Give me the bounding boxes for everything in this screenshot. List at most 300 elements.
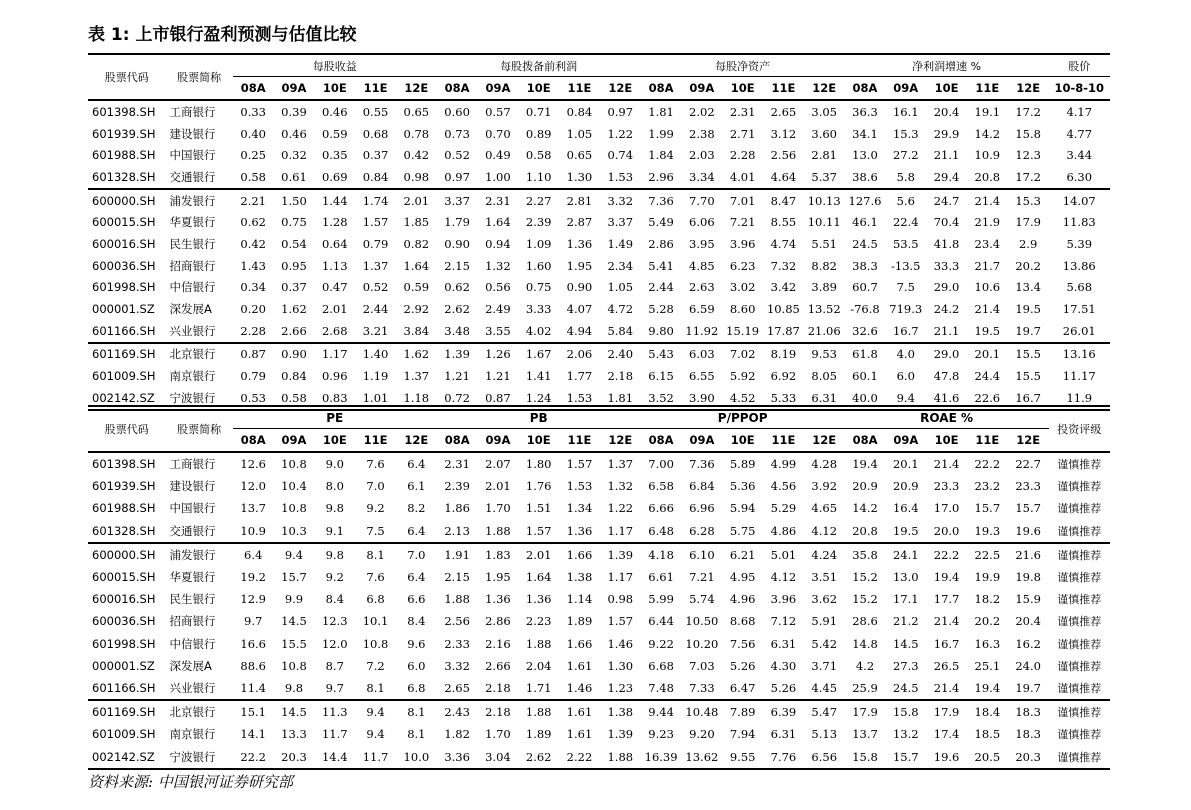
value-cell: 1.37	[362, 258, 389, 273]
value-cell: 2.44	[648, 280, 674, 295]
value-cell: 8.05	[811, 369, 837, 384]
value-cell: 22.5	[967, 543, 1008, 566]
value-cell: 9.4	[355, 700, 396, 723]
valuation-table	[88, 405, 1110, 770]
value-cell: 61.8	[845, 343, 886, 366]
value-cell: 38.3	[852, 258, 878, 273]
stock-name: 交通银行	[169, 169, 216, 184]
value-cell: 0.39	[274, 100, 315, 123]
value-cell: 11.7	[355, 745, 396, 768]
value-cell: 1.37	[600, 452, 641, 475]
value-cell: 4.30	[770, 658, 797, 673]
value-cell: 7.6	[355, 452, 396, 475]
table-row	[88, 343, 1110, 366]
value-cell: 1.30	[607, 658, 634, 673]
value-cell: 11.92	[685, 323, 719, 338]
header-year: 09A	[485, 81, 511, 95]
value-cell: 6.66	[648, 501, 674, 516]
value-cell: 0.58	[274, 387, 315, 410]
value-cell: 20.2	[1015, 258, 1041, 273]
stock-code: 601939.SH	[92, 126, 156, 141]
value-cell: 19.5	[892, 523, 919, 538]
value-cell: 1.37	[403, 369, 430, 384]
value-cell: 1.39	[607, 727, 634, 742]
stock-name: 民生银行	[169, 236, 216, 251]
value-cell: 8.4	[325, 592, 344, 607]
header-year: 11E	[975, 433, 1000, 447]
rating: 谨慎推荐	[1057, 659, 1102, 673]
value-cell: 13.2	[892, 727, 919, 742]
value-cell: 3.55	[485, 323, 511, 338]
value-cell: 5.13	[811, 727, 838, 742]
value-cell: 19.4	[933, 570, 960, 585]
table-row	[88, 588, 1110, 610]
value-cell: 3.37	[437, 189, 478, 212]
table-row	[88, 320, 1110, 343]
value-cell: 34.1	[852, 126, 878, 141]
value-cell: 21.2	[892, 614, 919, 629]
value-cell: 1.46	[566, 680, 593, 695]
value-cell: 5.33	[763, 387, 804, 410]
value-cell: 1.43	[240, 258, 266, 273]
value-cell: 1.57	[559, 452, 600, 475]
value-cell: 12.6	[233, 452, 274, 475]
header-row-years	[88, 77, 1110, 101]
value-cell: 6.0	[407, 658, 426, 673]
value-cell: 21.1	[933, 148, 960, 163]
stock-code: 600015.SH	[92, 570, 156, 585]
value-cell: 20.2	[974, 614, 1001, 629]
value-cell: 3.33	[525, 302, 552, 317]
table-row	[88, 452, 1110, 475]
value-cell: 5.42	[811, 636, 838, 651]
value-cell: 1.53	[566, 479, 593, 494]
value-cell: 2.28	[729, 148, 756, 163]
value-cell: 21.6	[1008, 543, 1049, 566]
value-cell: 5.68	[1066, 280, 1093, 295]
stock-name: 北京银行	[166, 343, 233, 366]
value-cell: 19.6	[926, 745, 967, 768]
value-cell: 7.21	[729, 215, 756, 230]
value-cell: 3.92	[811, 479, 838, 494]
value-cell: 18.4	[967, 700, 1008, 723]
value-cell: 0.25	[240, 148, 266, 163]
value-cell: 1.61	[566, 727, 593, 742]
stock-code: 600000.SH	[88, 189, 166, 212]
value-cell: 2.01	[321, 302, 348, 317]
header-year: 10E	[322, 81, 347, 95]
value-cell: 0.82	[403, 236, 430, 251]
value-cell: 16.7	[892, 323, 919, 338]
value-cell: 15.2	[852, 570, 878, 585]
value-cell: 4.94	[566, 323, 593, 338]
value-cell: 0.62	[240, 215, 266, 230]
value-cell: 1.50	[274, 189, 315, 212]
rating: 谨慎推荐	[1057, 637, 1102, 651]
value-cell: 70.4	[933, 215, 960, 230]
value-cell: 1.79	[444, 215, 470, 230]
value-cell: 20.8	[974, 169, 1001, 184]
value-cell: 3.02	[729, 280, 756, 295]
value-cell: 13.52	[807, 302, 841, 317]
value-cell: 1.64	[485, 215, 511, 230]
value-cell: 19.7	[1015, 680, 1041, 695]
value-cell: 9.55	[722, 745, 763, 768]
value-cell: 10.1	[362, 614, 389, 629]
table-row	[88, 166, 1110, 189]
value-cell: 2.39	[444, 479, 470, 494]
value-cell: 7.70	[681, 189, 722, 212]
value-cell: 1.38	[600, 700, 641, 723]
value-cell: 1.13	[321, 258, 348, 273]
value-cell: 9.2	[366, 501, 385, 516]
stock-code: 601328.SH	[92, 523, 156, 538]
value-cell: 5.26	[770, 680, 797, 695]
value-cell: 21.7	[974, 258, 1001, 273]
value-cell: 1.51	[525, 501, 552, 516]
value-cell: 2.34	[607, 258, 634, 273]
value-cell: 1.17	[607, 523, 634, 538]
header-group: 净利润增速 %	[845, 54, 1049, 77]
value-cell: 4.18	[641, 543, 682, 566]
value-cell: 10.13	[804, 189, 845, 212]
value-cell: 5.75	[729, 523, 756, 538]
value-cell: 14.07	[1049, 189, 1110, 212]
value-cell: 2.31	[722, 100, 763, 123]
value-cell: 9.4	[885, 387, 926, 410]
table-row	[88, 497, 1110, 519]
value-cell: 3.34	[689, 169, 715, 184]
value-cell: 0.62	[444, 280, 470, 295]
value-cell: 15.19	[726, 323, 760, 338]
value-cell: 6.10	[682, 543, 723, 566]
value-cell: 0.98	[607, 592, 634, 607]
value-cell: 0.59	[321, 126, 348, 141]
value-cell: 0.87	[233, 343, 274, 366]
value-cell: 8.47	[763, 189, 804, 212]
value-cell: 15.2	[852, 592, 878, 607]
value-cell: 17.2	[1015, 169, 1041, 184]
value-cell: 7.0	[366, 479, 385, 494]
value-cell: 10.4	[281, 479, 307, 494]
value-cell: 0.71	[518, 100, 559, 123]
value-cell: 1.38	[566, 570, 593, 585]
value-cell: 3.48	[444, 323, 470, 338]
stock-name: 中国银行	[169, 501, 216, 516]
value-cell: 13.0	[852, 148, 878, 163]
value-cell: 0.94	[485, 236, 511, 251]
value-cell: 19.9	[974, 570, 1001, 585]
value-cell: 3.96	[770, 592, 797, 607]
value-cell: 5.8	[896, 169, 915, 184]
value-cell: 10.0	[396, 745, 437, 768]
value-cell: 11.7	[321, 727, 348, 742]
table-row	[88, 475, 1110, 497]
value-cell: 11.17	[1062, 369, 1096, 384]
value-cell: 5.94	[729, 501, 756, 516]
value-cell: 12.9	[240, 592, 266, 607]
rating: 谨慎推荐	[1049, 543, 1110, 566]
header-year: 12E	[812, 433, 837, 447]
value-cell: 0.79	[240, 369, 266, 384]
value-cell: 12.0	[240, 479, 266, 494]
value-cell: 1.74	[355, 189, 396, 212]
stock-code: 601166.SH	[92, 680, 156, 695]
value-cell: 14.5	[281, 614, 307, 629]
value-cell: 6.4	[407, 523, 426, 538]
value-cell: 29.4	[933, 169, 960, 184]
value-cell: 20.3	[1008, 745, 1049, 768]
value-cell: 1.76	[525, 479, 552, 494]
value-cell: 3.51	[811, 570, 838, 585]
stock-name: 深发展A	[169, 302, 212, 317]
value-cell: 35.8	[845, 543, 886, 566]
table-row	[88, 677, 1110, 700]
value-cell: 1.83	[478, 543, 519, 566]
value-cell: 0.47	[321, 280, 348, 295]
value-cell: 47.8	[933, 369, 960, 384]
value-cell: 0.58	[525, 148, 552, 163]
value-cell: 5.28	[648, 302, 674, 317]
value-cell: 2.63	[689, 280, 715, 295]
value-cell: 1.30	[566, 169, 593, 184]
header-year: 08A	[648, 81, 674, 95]
value-cell: 3.05	[804, 100, 845, 123]
value-cell: 20.1	[967, 343, 1008, 366]
value-cell: 1.57	[525, 523, 552, 538]
value-cell: 7.5	[896, 280, 915, 295]
value-cell: 17.9	[845, 700, 886, 723]
value-cell: 0.42	[240, 236, 266, 251]
value-cell: 8.68	[729, 614, 756, 629]
value-cell: 17.7	[933, 592, 960, 607]
stock-name: 兴业银行	[169, 323, 216, 338]
value-cell: 2.31	[478, 189, 519, 212]
value-cell: 1.24	[518, 387, 559, 410]
table-row	[88, 211, 1110, 233]
value-cell: 4.56	[770, 479, 797, 494]
stock-code: 600000.SH	[88, 543, 166, 566]
value-cell: 0.33	[233, 100, 274, 123]
value-cell: 8.2	[407, 501, 426, 516]
value-cell: 0.84	[362, 169, 389, 184]
value-cell: 17.0	[933, 501, 960, 516]
source-note: 资料来源: 中国银河证券研究部	[88, 773, 293, 791]
value-cell: 5.29	[770, 501, 797, 516]
value-cell: 1.66	[566, 636, 593, 651]
value-cell: 11.9	[1049, 387, 1110, 410]
header-year: 11E	[363, 81, 388, 95]
value-cell: 10.11	[807, 215, 841, 230]
value-cell: 19.1	[967, 100, 1008, 123]
value-cell: 15.8	[845, 745, 886, 768]
value-cell: 9.4	[366, 727, 385, 742]
header-group-last: 投资评级	[1049, 406, 1110, 452]
header-group: PE	[233, 406, 437, 429]
header-group: PB	[437, 406, 641, 429]
value-cell: 2.62	[444, 302, 470, 317]
value-cell: 11.3	[314, 700, 355, 723]
value-cell: 17.87	[766, 323, 800, 338]
value-cell: 20.5	[967, 745, 1008, 768]
value-cell: 2.01	[485, 479, 511, 494]
value-cell: 5.92	[729, 369, 756, 384]
header-year: 09A	[893, 81, 919, 95]
value-cell: 1.39	[437, 343, 478, 366]
value-cell: 1.44	[314, 189, 355, 212]
value-cell: 0.75	[525, 280, 552, 295]
stock-code: 600036.SH	[92, 258, 156, 273]
value-cell: 1.95	[485, 570, 511, 585]
value-cell: 0.37	[362, 148, 389, 163]
value-cell: 2.18	[478, 700, 519, 723]
value-cell: 6.23	[729, 258, 756, 273]
value-cell: 0.37	[281, 280, 307, 295]
value-cell: 17.51	[1062, 302, 1096, 317]
value-cell: 2.9	[1018, 236, 1038, 251]
stock-name: 工商银行	[166, 100, 233, 123]
value-cell: 13.62	[682, 745, 723, 768]
value-cell: 4.64	[770, 169, 797, 184]
value-cell: 1.18	[396, 387, 437, 410]
value-cell: 1.89	[525, 727, 552, 742]
header-year: 08A	[444, 81, 470, 95]
value-cell: 20.9	[892, 479, 919, 494]
value-cell: 10.8	[281, 501, 307, 516]
value-cell: 1.81	[600, 387, 641, 410]
value-cell: 9.8	[284, 680, 304, 695]
value-cell: 9.4	[274, 543, 315, 566]
value-cell: 7.36	[641, 189, 682, 212]
value-cell: 5.49	[648, 215, 674, 230]
header-year: 11E	[975, 81, 1000, 95]
value-cell: 41.6	[926, 387, 967, 410]
value-cell: 10.6	[974, 280, 1001, 295]
value-cell: 14.4	[314, 745, 355, 768]
value-cell: 10.20	[685, 636, 719, 651]
value-cell: 4.77	[1066, 126, 1093, 141]
table-row	[88, 233, 1110, 255]
value-cell: 7.32	[770, 258, 797, 273]
value-cell: 13.0	[892, 570, 919, 585]
value-cell: 16.7	[1008, 387, 1049, 410]
value-cell: 5.91	[811, 614, 838, 629]
value-cell: 2.40	[600, 343, 641, 366]
value-cell: 2.81	[559, 189, 600, 212]
stock-code: 002142.SZ	[88, 745, 166, 768]
value-cell: 24.2	[933, 302, 960, 317]
value-cell: 60.1	[852, 369, 878, 384]
value-cell: 9.7	[244, 614, 263, 629]
header-year: 10E	[934, 433, 959, 447]
value-cell: 6.58	[648, 479, 674, 494]
value-cell: 1.67	[518, 343, 559, 366]
value-cell: 6.68	[648, 658, 674, 673]
value-cell: 6.96	[689, 501, 715, 516]
value-cell: 1.84	[648, 148, 674, 163]
header-year: 10-8-10	[1054, 81, 1105, 95]
value-cell: 1.88	[525, 636, 552, 651]
header-group-last: 股价	[1049, 54, 1110, 77]
value-cell: 17.9	[1015, 215, 1041, 230]
header-year: 09A	[893, 433, 919, 447]
value-cell: 17.2	[1008, 100, 1049, 123]
value-cell: 15.7	[281, 570, 307, 585]
stock-code: 601398.SH	[88, 100, 166, 123]
value-cell: 0.90	[444, 236, 470, 251]
value-cell: 38.6	[852, 169, 878, 184]
value-cell: 23.3	[1015, 479, 1041, 494]
value-cell: 22.4	[892, 215, 919, 230]
value-cell: 4.2	[855, 658, 875, 673]
value-cell: 7.2	[366, 658, 385, 673]
value-cell: 1.32	[485, 258, 511, 273]
value-cell: 8.55	[770, 215, 797, 230]
value-cell: 9.2	[325, 570, 344, 585]
value-cell: 0.72	[437, 387, 478, 410]
value-cell: 14.1	[240, 727, 266, 742]
value-cell: 9.20	[689, 727, 715, 742]
header-year: 12E	[608, 433, 633, 447]
value-cell: 0.42	[403, 148, 430, 163]
value-cell: 6.8	[407, 680, 426, 695]
value-cell: 1.46	[607, 636, 634, 651]
value-cell: 88.6	[240, 658, 266, 673]
value-cell: 6.4	[396, 452, 437, 475]
value-cell: 19.2	[240, 570, 266, 585]
value-cell: 0.90	[566, 280, 593, 295]
value-cell: 20.9	[852, 479, 878, 494]
stock-name: 兴业银行	[169, 680, 216, 695]
value-cell: 7.36	[682, 452, 723, 475]
value-cell: 7.76	[763, 745, 804, 768]
value-cell: 7.00	[641, 452, 682, 475]
value-cell: 2.71	[729, 126, 756, 141]
value-cell: 0.52	[362, 280, 389, 295]
value-cell: 5.89	[722, 452, 763, 475]
value-cell: 4.28	[804, 452, 845, 475]
rating: 谨慎推荐	[1057, 502, 1102, 516]
rating: 谨慎推荐	[1049, 452, 1110, 475]
table-row	[88, 543, 1110, 566]
value-cell: 1.60	[525, 258, 552, 273]
table-row	[88, 655, 1110, 677]
value-cell: 0.97	[444, 169, 470, 184]
stock-code: 600016.SH	[92, 592, 156, 607]
table-row	[88, 700, 1110, 723]
value-cell: 29.0	[926, 343, 967, 366]
value-cell: 5.39	[1066, 236, 1093, 251]
value-cell: 2.02	[681, 100, 722, 123]
value-cell: 8.0	[325, 479, 344, 494]
value-cell: 16.4	[892, 501, 919, 516]
value-cell: 6.21	[722, 543, 763, 566]
value-cell: 2.62	[518, 745, 559, 768]
value-cell: 2.56	[770, 148, 797, 163]
value-cell: 7.33	[689, 680, 715, 695]
stock-code: 601169.SH	[88, 343, 166, 366]
value-cell: 19.4	[974, 680, 1001, 695]
value-cell: 0.83	[314, 387, 355, 410]
value-cell: 14.2	[852, 501, 878, 516]
header-group: P/PPOP	[641, 406, 845, 429]
value-cell: 7.21	[689, 570, 715, 585]
value-cell: 2.15	[444, 258, 470, 273]
value-cell: 12.3	[1015, 148, 1041, 163]
value-cell: 1.17	[607, 570, 634, 585]
value-cell: 24.4	[974, 369, 1001, 384]
value-cell: 2.18	[607, 369, 634, 384]
